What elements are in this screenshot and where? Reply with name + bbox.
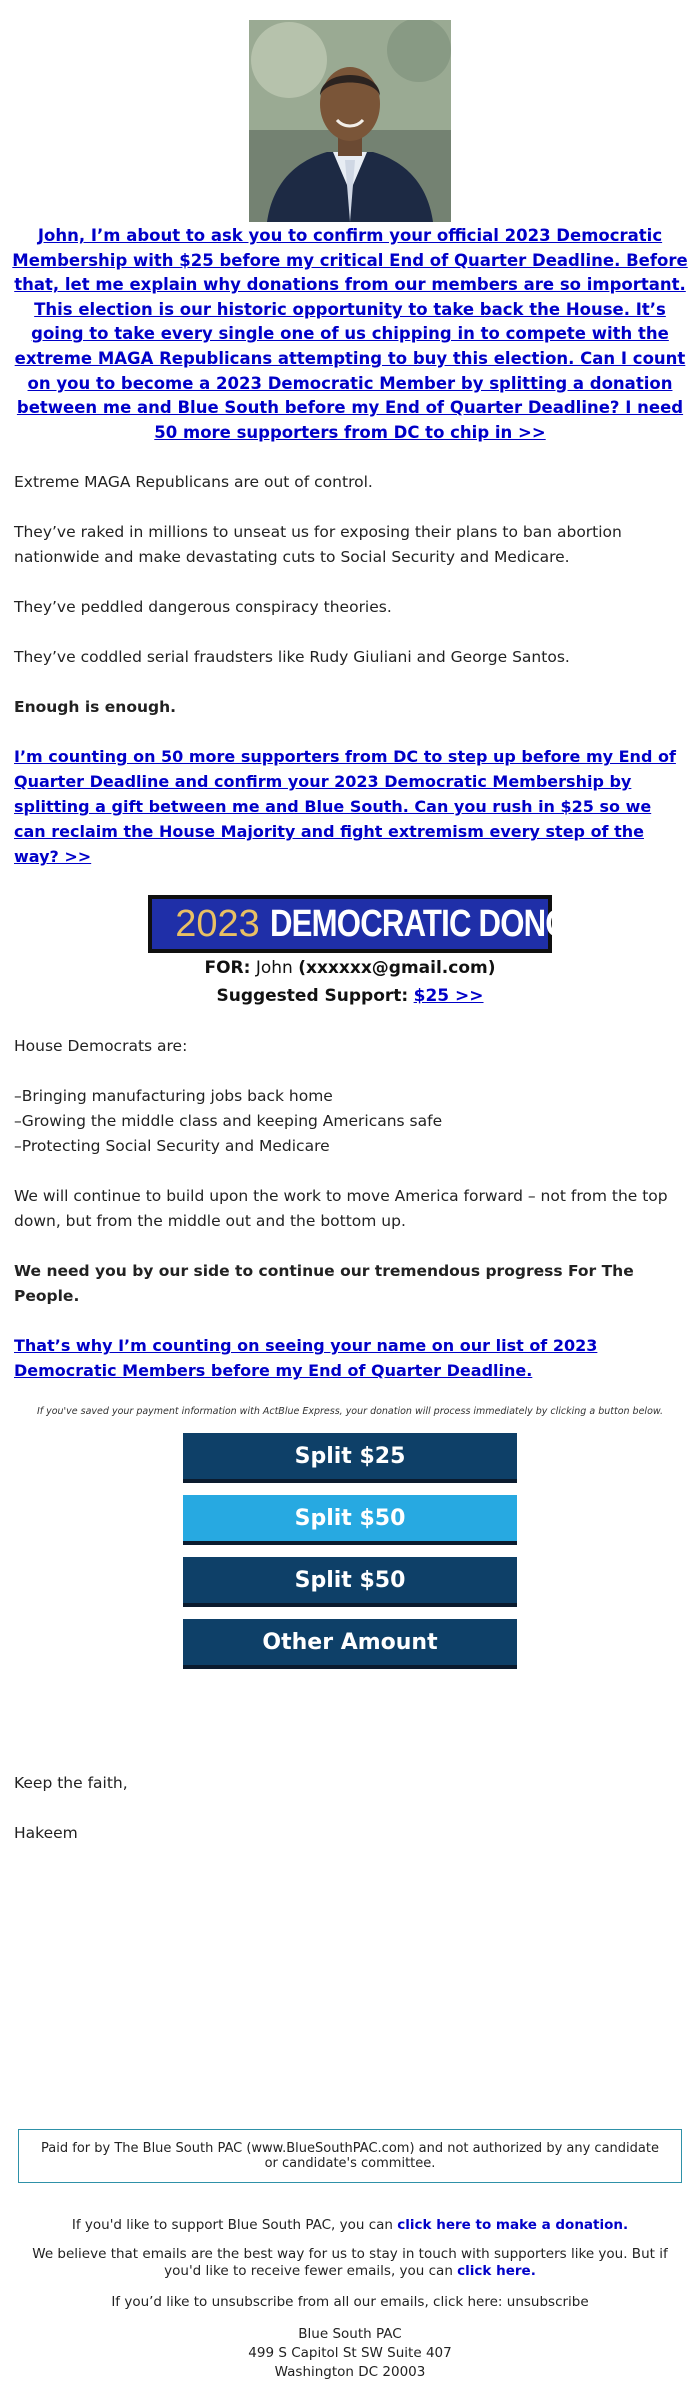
suggested-support-link[interactable]: $25 >>	[413, 986, 484, 1007]
need-you-paragraph: We need you by our side to continue our tremendous progress For The People.	[14, 1262, 634, 1306]
body-paragraph-5: Enough is enough.	[14, 698, 177, 717]
donation-link-members-list[interactable]: That’s why I’m counting on seeing your name on our list of 2023 Democratic Members before my End of Quarter Deadline.	[14, 1336, 598, 1381]
body-paragraph-4: They’ve coddled serial fraudsters like Rudy Giuliani and George Santos.	[14, 648, 570, 667]
donor-card	[0, 895, 700, 1009]
democratic-donor-banner[interactable]	[148, 895, 591, 953]
unsubscribe-link[interactable]: unsubscribe	[506, 2294, 589, 2311]
hero	[0, 0, 700, 222]
donor-for-line	[0, 955, 700, 981]
suggested-support-line	[0, 983, 700, 1009]
fewer-prefix: We believe that emails are the best way for us to stay in touch with supporters like you. But if you'd like to receive fewer emails, you can	[32, 2246, 668, 2280]
banner-text: DEMOCRATIC DONOR	[269, 903, 591, 946]
address-line: Blue South PAC	[298, 2326, 402, 2343]
address-line: 499 S Capitol St SW Suite 407	[248, 2345, 452, 2362]
make-donation-link[interactable]: click here to make a donation.	[397, 2217, 629, 2234]
lead-donation-link[interactable]: John, I’m about to ask you to confirm your official 2023 Democratic Membership with $25 before my critical End of Quarter Deadline. Before that, let me explain why donations from our members are so important. This election is our historic opportunity to take back the House. It’s going to take every single one of us chipping in to compete with the extreme MAGA Republicans attempting to buy this election. Can I count on you to become a 2023 Democratic Member by splitting a donation between me and Blue South before my End of Quarter Deadline? I need 50 more supporters from DC to chip in >>	[12, 226, 688, 442]
accomplishment-item: –Protecting Social Security and Medicare	[14, 1137, 330, 1156]
portrait-illustration	[249, 20, 451, 222]
support-prefix: If you'd like to support Blue South PAC, you can	[71, 2217, 398, 2234]
address-line: Washington DC 20003	[274, 2364, 426, 2381]
signoff-closing: Keep the faith,	[14, 1774, 128, 1793]
banner-year: 2023	[175, 903, 260, 946]
candidate-portrait	[249, 20, 451, 222]
accomplishment-item: –Bringing manufacturing jobs back home	[14, 1087, 333, 1106]
accomplishments-intro: House Democrats are:	[14, 1037, 188, 1056]
mailing-address	[0, 2325, 700, 2382]
paid-for-disclaimer: Paid for by The Blue South PAC (www.BlueSouthPAC.com) and not authorized by any candidate or candidate's committee.	[18, 2129, 682, 2183]
other-amount-button[interactable]: Other Amount	[183, 1619, 517, 1669]
split-50-button-secondary[interactable]: Split $50	[183, 1557, 517, 1607]
body-paragraph-2: They’ve raked in millions to unseat us for exposing their plans to ban abortion nationwide and make devastating cuts to Social Security and Medicare.	[14, 523, 622, 567]
for-name: John	[255, 958, 293, 979]
body-paragraph-1: Extreme MAGA Republicans are out of control.	[14, 473, 373, 492]
body-paragraph-3: They’ve peddled dangerous conspiracy theories.	[14, 598, 392, 617]
support-label: Suggested Support:	[216, 986, 409, 1007]
unsubscribe-line	[22, 2294, 678, 2311]
split-25-button[interactable]: Split $25	[183, 1433, 517, 1483]
split-50-button[interactable]: Split $50	[183, 1495, 517, 1545]
signoff-name: Hakeem	[14, 1824, 78, 1843]
fewer-emails-line	[22, 2246, 678, 2280]
for-label: FOR:	[204, 958, 251, 979]
unsubscribe-prefix: If you’d like to unsubscribe from all our emails, click here:	[111, 2294, 507, 2311]
donation-link-quarter-deadline[interactable]: I’m counting on 50 more supporters from DC to step up before my End of Quarter Deadline and confirm your 2023 Democratic Membership by splitting a gift between me and Blue South. Can you rush in $25 so we can reclaim the House Majority and fight extremism every step of the way? >>	[14, 747, 676, 867]
support-line	[22, 2217, 678, 2234]
move-forward-paragraph: We will continue to build upon the work to move America forward – not from the top down, but from the middle out and the bottom up.	[14, 1187, 668, 1231]
accomplishment-item: –Growing the middle class and keeping Americans safe	[14, 1112, 443, 1131]
actblue-express-note: If you've saved your payment information with ActBlue Express, your donation will process immediately by clicking a button below.	[36, 1406, 664, 1418]
donation-buttons	[183, 1433, 517, 1669]
fewer-emails-link[interactable]: click here.	[457, 2263, 536, 2280]
for-email: (xxxxxx@gmail.com)	[298, 958, 496, 979]
